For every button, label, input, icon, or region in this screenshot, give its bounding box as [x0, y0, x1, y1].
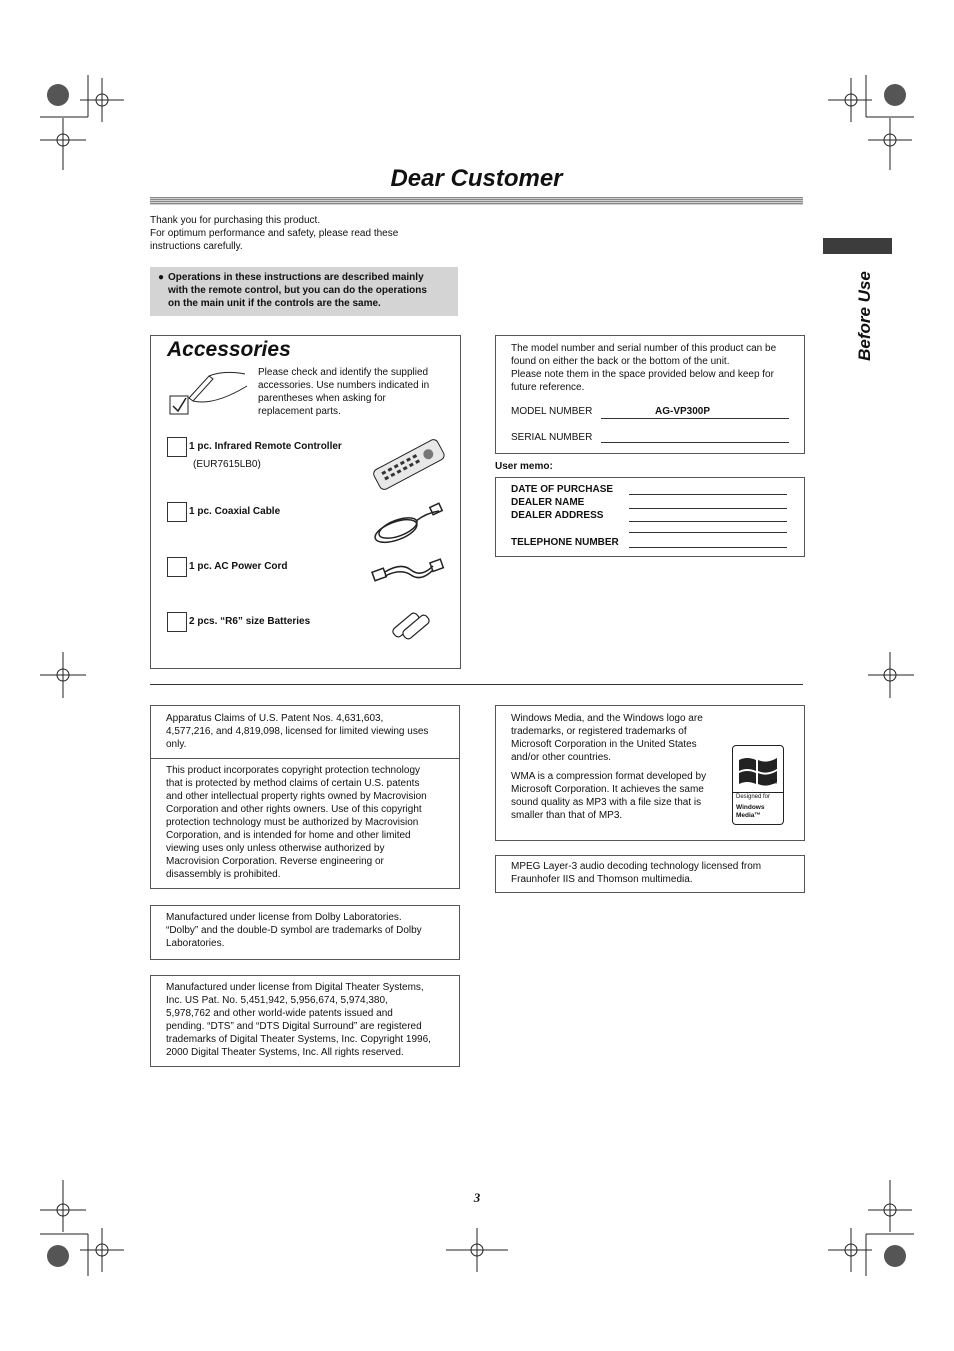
patent-line: 4,577,216, and 4,819,098, licensed for limited viewing uses: [166, 726, 429, 737]
accessories-intro-line: parentheses when asking for: [258, 393, 386, 404]
macrovision-line: Corporation and other rights owners. Use of this copyright: [166, 804, 422, 815]
macrovision-line: and other intellectual property rights owned by Macrovision: [166, 791, 427, 802]
wma-line: Microsoft Corporation. It achieves the same: [511, 784, 704, 795]
windows-flag-icon: [737, 752, 781, 792]
section-tab-label: Before Use: [855, 271, 874, 361]
patent-line: only.: [166, 739, 187, 750]
memo-field-line[interactable]: [629, 494, 787, 495]
dts-text: [166, 981, 456, 1059]
box-divider: [151, 758, 459, 759]
serial-number-label: SERIAL NUMBER: [511, 432, 593, 443]
accessories-intro-line: replacement parts.: [258, 406, 341, 417]
logo-brand-line: Media™: [736, 812, 761, 819]
windows-line: Windows Media, and the Windows logo are: [511, 713, 703, 724]
macrovision-line: Macrovision Corporation. Reverse engineering or: [166, 856, 384, 867]
section-tab-marker: [823, 238, 892, 254]
accessory-checkbox[interactable]: [167, 557, 187, 577]
section-divider: [150, 684, 803, 685]
dts-license-box: [150, 975, 460, 1067]
checklist-pen-icon: [169, 368, 249, 418]
patent-text: [166, 712, 456, 751]
intro-text: [150, 214, 450, 253]
operations-note: [150, 267, 458, 316]
dts-line: Inc. US Pat. No. 5,451,942, 5,956,674, 5,974,380,: [166, 995, 388, 1006]
intro-line: Thank you for purchasing this product.: [150, 215, 321, 226]
memo-field-line[interactable]: [629, 547, 787, 548]
macrovision-line: protection technology must be authorized by Macrovision: [166, 817, 419, 828]
dolby-text: [166, 911, 456, 950]
macrovision-line: Corporation, and is intended for home and other limited: [166, 830, 411, 841]
model-info-text: [511, 342, 801, 394]
model-number-value: AG-VP300P: [655, 406, 711, 417]
windows-trademark-text: [511, 712, 726, 764]
note-line: Operations in these instructions are described mainly: [168, 272, 424, 283]
windows-media-logo: [732, 745, 784, 825]
model-number-box: [495, 335, 805, 454]
dolby-line: Laboratories.: [166, 938, 225, 949]
batteries-icon: [389, 608, 434, 644]
accessories-intro-line: accessories. Use numbers indicated in: [258, 380, 430, 391]
accessories-intro: [258, 366, 442, 418]
page-number: 3: [473, 1190, 481, 1205]
logo-tm: TM: [770, 780, 778, 786]
model-number-label: MODEL NUMBER: [511, 406, 593, 417]
user-memo-label: User memo:: [495, 461, 553, 472]
accessory-label: 1 pc. AC Power Cord: [189, 561, 288, 572]
accessory-label: 1 pc. Infrared Remote Controller: [189, 441, 342, 452]
memo-field-label: DATE OF PURCHASE: [511, 484, 614, 495]
power-cord-icon: [371, 558, 446, 590]
intro-line: For optimum performance and safety, please read these: [150, 228, 399, 239]
memo-field-label: DEALER NAME: [511, 497, 585, 508]
wma-line: WMA is a compression format developed by: [511, 771, 707, 782]
mpeg-line: MPEG Layer-3 audio decoding technology licensed from: [511, 861, 762, 872]
memo-field-line[interactable]: [629, 532, 787, 533]
windows-line: trademarks, or registered trademarks of: [511, 726, 687, 737]
accessory-label: 2 pcs. “R6” size Batteries: [189, 616, 311, 627]
memo-field-line[interactable]: [629, 521, 787, 522]
memo-field-label: TELEPHONE NUMBER: [511, 537, 619, 548]
title-rule: [150, 197, 803, 205]
logo-designed-for: Designed for: [736, 794, 771, 800]
wma-line: smaller than that of MP3.: [511, 810, 623, 821]
accessory-part-code: (EUR7615LB0): [193, 459, 261, 470]
macrovision-line: viewing uses only unless otherwise authorized by: [166, 843, 385, 854]
mpeg-line: Fraunhofer IIS and Thomson multimedia.: [511, 874, 693, 885]
serial-number-line[interactable]: [601, 442, 789, 443]
bullet-icon: ●: [158, 272, 165, 283]
macrovision-text: [166, 764, 456, 881]
accessory-checkbox[interactable]: [167, 502, 187, 522]
model-info-line: future reference.: [511, 382, 585, 393]
wma-line: sound quality as MP3 with a file size that is: [511, 797, 702, 808]
accessory-checkbox[interactable]: [167, 612, 187, 632]
wma-text: [511, 770, 726, 822]
dolby-line: Manufactured under license from Dolby Laboratories.: [166, 912, 402, 923]
dts-line: pending. “DTS” and “DTS Digital Surround” are registered: [166, 1021, 422, 1032]
logo-brand-line: Windows: [736, 804, 765, 811]
model-info-line: found on either the back or the bottom of the unit.: [511, 356, 730, 367]
intro-line: instructions carefully.: [150, 241, 243, 252]
windows-media-box: [495, 705, 805, 841]
model-number-line: [601, 418, 789, 419]
mpeg-license-box: [495, 855, 805, 893]
accessory-label: 1 pc. Coaxial Cable: [189, 506, 281, 517]
note-line: with the remote control, but you can do the operations: [168, 285, 427, 296]
user-memo-box: [495, 477, 805, 557]
note-line: on the main unit if the controls are the same.: [168, 298, 381, 309]
dolby-license-box: [150, 905, 460, 960]
windows-line: Microsoft Corporation in the United States: [511, 739, 697, 750]
coaxial-cable-icon: [371, 501, 446, 549]
logo-divider: [733, 792, 783, 793]
accessories-intro-line: Please check and identify the supplied: [258, 367, 429, 378]
macrovision-line: This product incorporates copyright protection technology: [166, 765, 421, 776]
serial-number-row: [511, 432, 791, 443]
model-number-row: [511, 406, 791, 417]
accessory-checkbox[interactable]: [167, 437, 187, 457]
macrovision-line: that is protected by method claims of certain U.S. patents: [166, 778, 420, 789]
model-info-line: Please note them in the space provided below and keep for: [511, 369, 774, 380]
dts-line: trademarks of Digital Theater Systems, Inc. Copyright 1996,: [166, 1034, 431, 1045]
dts-line: Manufactured under license from Digital Theater Systems,: [166, 982, 424, 993]
mpeg-text: [511, 860, 801, 886]
patent-line: Apparatus Claims of U.S. Patent Nos. 4,631,603,: [166, 713, 384, 724]
dts-line: 2000 Digital Theater Systems, Inc. All rights reserved.: [166, 1047, 404, 1058]
patent-license-box: [150, 705, 460, 889]
memo-field-line[interactable]: [629, 508, 787, 509]
windows-line: and/or other countries.: [511, 752, 612, 763]
dts-line: 5,978,762 and other world-wide patents issued and: [166, 1008, 393, 1019]
accessories-box: [150, 335, 461, 669]
model-info-line: The model number and serial number of this product can be: [511, 343, 777, 354]
page-title: Dear Customer: [390, 165, 563, 192]
accessories-title: Accessories: [167, 338, 291, 361]
dolby-line: “Dolby” and the double-D symbol are trademarks of Dolby: [166, 925, 422, 936]
logo-brand: [736, 804, 764, 820]
memo-field-label: DEALER ADDRESS: [511, 510, 604, 521]
macrovision-line: disassembly is prohibited.: [166, 869, 281, 880]
remote-control-icon: [371, 434, 446, 496]
